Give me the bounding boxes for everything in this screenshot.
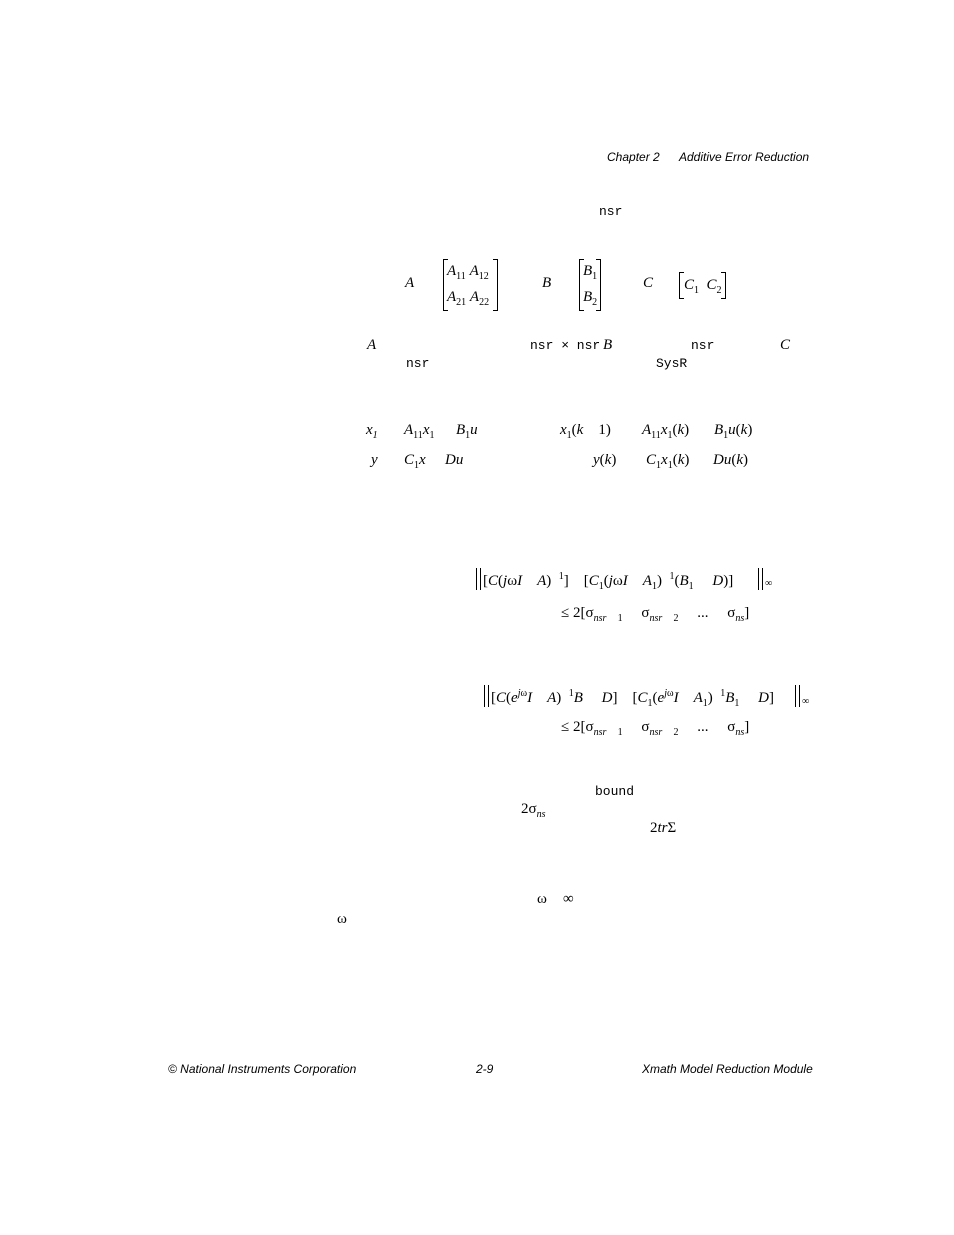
omega-symbol: ω bbox=[537, 891, 547, 907]
nsr-label-left: nsr bbox=[406, 356, 430, 371]
matrix-b-symbol: B bbox=[542, 275, 552, 291]
header-title: Additive Error Reduction bbox=[679, 150, 810, 164]
matrix-c-symbol: C bbox=[643, 275, 654, 291]
eq-x1: $x_1$ bbox=[366, 422, 378, 441]
norm-left bbox=[484, 685, 489, 707]
eq-c1x1k: $C_1x_1(k)$ bbox=[646, 452, 690, 471]
eq-x1-k1: $x_1(k$ 1) bbox=[560, 422, 611, 441]
bracket-right bbox=[596, 259, 601, 311]
matrix-a-row2: $A_{21}$ $A_{22}$ bbox=[447, 289, 490, 308]
norm-right bbox=[758, 568, 763, 590]
bound-keyword: bound bbox=[595, 784, 635, 799]
b1-symbol: B bbox=[603, 337, 613, 353]
header-chapter: Chapter 2 bbox=[607, 150, 660, 164]
eq-y: y bbox=[371, 452, 378, 468]
a11-symbol: A bbox=[367, 337, 377, 353]
matrix-b-row2: $B_2$ bbox=[583, 289, 598, 308]
eq-yk: y(k) bbox=[593, 452, 617, 468]
eq-du: Du bbox=[445, 452, 464, 468]
matrix-a-row1: $A_{11}$ $A_{12}$ bbox=[447, 263, 489, 282]
matrix-b-row1: $B_1$ bbox=[583, 263, 598, 282]
eq-a11x1: $A_{11}x_1$ bbox=[404, 422, 435, 441]
eq-c1x: $C_1x$ bbox=[404, 452, 426, 471]
norm-left bbox=[476, 568, 481, 590]
infinity-sub: ∞ bbox=[802, 696, 810, 707]
eq-duk: Du(k) bbox=[713, 452, 749, 468]
disc-bound-expr: [$C(e^{j\omega}I$ A) $^1$B D] [$C_1(e^{j\omega}I$ $A_1$) $^1B_1$ D] bbox=[491, 688, 774, 709]
eq-a11x1k: $A_{11}x_1(k)$ bbox=[642, 422, 690, 441]
cont-bound-expr: [C(jωI A) $^1$] [$C_1(j\omega I$ $A_1$) $^1(B_1$ D)] bbox=[483, 571, 734, 592]
nsr-label-top: nsr bbox=[599, 204, 623, 219]
infinity-sub: ∞ bbox=[765, 578, 773, 589]
footer-copyright: © National Instruments Corporation bbox=[168, 1062, 357, 1076]
footer-page-number: 2-9 bbox=[476, 1062, 494, 1076]
nsr-label-mid: nsr bbox=[691, 338, 715, 353]
bracket-right bbox=[721, 272, 726, 299]
disc-bound-rhs: ≤ $2[\sigma_{nsr}$ $_1$ $\sigma_{nsr}$ $_2$ ... $\sigma_{ns}$] bbox=[561, 719, 750, 738]
norm-right bbox=[795, 685, 800, 707]
infinity-symbol: ∞ bbox=[563, 891, 574, 907]
sysr-label: SysR bbox=[656, 356, 688, 371]
cont-bound-rhs: ≤ $2[\sigma_{nsr}$ $_1$ $\sigma_{nsr}$ $_2$ ... $\sigma_{ns}$] bbox=[561, 605, 750, 624]
matrix-a-symbol: A bbox=[405, 275, 415, 291]
two-sigma-ns: $2\sigma_{ns}$ bbox=[521, 801, 546, 820]
omega-symbol-left: ω bbox=[337, 911, 347, 927]
c1-symbol: C bbox=[780, 337, 791, 353]
bracket-right bbox=[493, 259, 498, 311]
matrix-c-row: $C_1$ $C_2$ bbox=[684, 277, 722, 296]
footer-module-name: Xmath Model Reduction Module bbox=[642, 1062, 813, 1076]
two-tr-sigma: 2trΣ bbox=[650, 820, 677, 836]
nsr-by-nsr-label: nsr × nsr bbox=[530, 338, 601, 353]
eq-b1uk: $B_1u(k)$ bbox=[714, 422, 753, 441]
eq-b1u: $B_1u$ bbox=[456, 422, 478, 441]
